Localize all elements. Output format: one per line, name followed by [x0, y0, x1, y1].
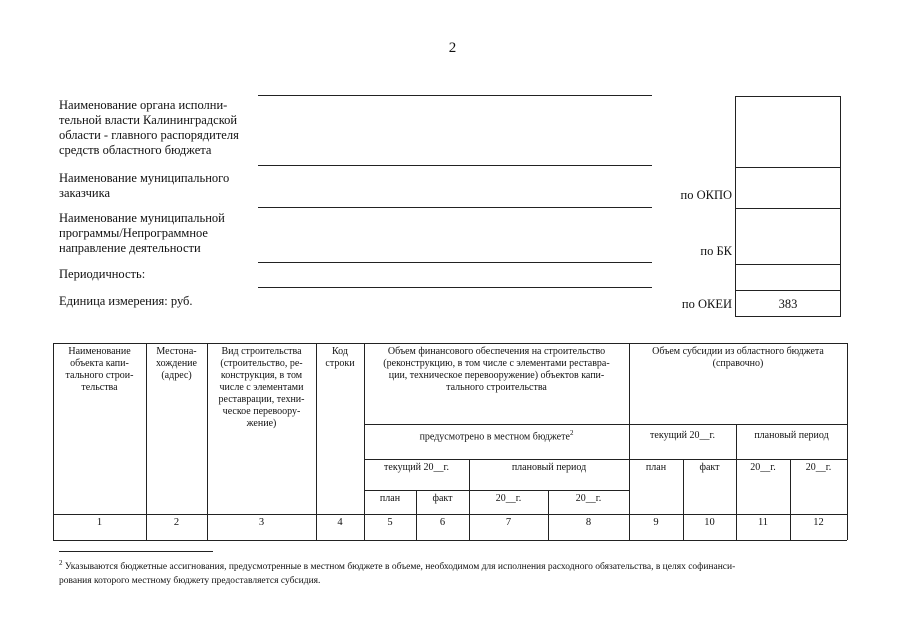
- table-line: [364, 424, 847, 425]
- column-number: 1: [96, 517, 103, 528]
- column-number: 5: [387, 517, 393, 528]
- column-number: 6: [439, 517, 446, 528]
- unit-label: Единица измерения: руб.: [59, 294, 193, 308]
- header-planned-period: плановый период: [511, 462, 587, 473]
- bk-value-cell[interactable]: [735, 211, 841, 263]
- table-line: [364, 490, 629, 491]
- header-construction-type: Вид строительства (строительство, ре- конструкция, в том числе с элементами реставрации, техни- ческое перевоору- жение): [218, 346, 305, 429]
- header-current-year: текущий 20__г.: [384, 462, 449, 473]
- header-subsidy: Объем субсидии из областного бюджета (справочно): [652, 346, 824, 369]
- customer-fill-line[interactable]: [258, 207, 652, 208]
- customer-label: Наименование муниципального заказчика: [59, 171, 230, 200]
- header-local-budget: предусмотрено в местном бюджете$^2$: [419, 429, 574, 443]
- header-subsidy-planned-period: плановый период: [754, 430, 829, 441]
- column-number: 4: [337, 517, 343, 528]
- codes-divider: [735, 264, 841, 265]
- header-subsidy-fact: факт: [699, 462, 720, 473]
- table-line: [316, 343, 317, 540]
- header-location: Местона- хождение (адрес): [156, 346, 197, 381]
- header-row-code: Код строки: [325, 346, 355, 369]
- page-number: 2: [448, 40, 457, 56]
- table-line: [364, 459, 847, 460]
- program-fill-line[interactable]: [258, 262, 652, 263]
- header-subsidy-plan: план: [645, 462, 667, 473]
- table-border: [53, 343, 847, 344]
- table-border: [53, 540, 847, 541]
- footnote-marker: 2: [59, 559, 63, 567]
- bk-label: по БК: [700, 244, 732, 258]
- header-financing: Объем финансового обеспечения на строительство (реконструкцию, в том числе с элементами реставра- ции, техническое перевооружение) объектов капи- тального строительства: [383, 346, 610, 393]
- column-number: 11: [757, 517, 769, 528]
- codes-divider: [735, 167, 841, 168]
- header-object-name: Наименование объекта капи- тального строи- тельства: [65, 346, 134, 393]
- header-year-a: 20__г.: [495, 493, 522, 504]
- okpo-value-cell[interactable]: [735, 170, 841, 207]
- table-line: [53, 514, 847, 515]
- organ-fill-line-bottom[interactable]: [258, 165, 652, 166]
- footnote-text: Указываются бюджетные ассигнования, предусмотренные в местном бюджете в объеме, необходимом для исполнения расходного обязательства, в целях софинанси- рования которого местному бюджету предоставляется субсидия.: [59, 562, 736, 587]
- header-fact: факт: [432, 493, 453, 504]
- organ-fill-line[interactable]: [258, 95, 652, 96]
- okei-label: по ОКЕИ: [681, 297, 732, 311]
- header-subsidy-year-a: 20__г.: [750, 462, 776, 473]
- program-label: Наименование муниципальной программы/Непрограммное направление деятельности: [59, 211, 225, 255]
- periodicity-fill-line[interactable]: [258, 287, 652, 288]
- header-subsidy-year-b: 20__г.: [805, 462, 832, 473]
- codes-divider: [735, 208, 841, 209]
- column-number: 7: [505, 517, 512, 528]
- header-plan: план: [379, 493, 401, 504]
- footnote-separator: [59, 551, 213, 552]
- codes-divider: [735, 290, 841, 291]
- header-year-b: 20__г.: [575, 493, 602, 504]
- column-number: 10: [704, 517, 715, 528]
- table-border: [847, 343, 848, 540]
- organ-label: Наименование органа исполни- тельной власти Калининградской области - главного распорядителя средств областного бюджета: [59, 98, 239, 157]
- column-number: 2: [173, 517, 180, 528]
- column-number: 8: [585, 517, 592, 528]
- okpo-label: по ОКПО: [680, 188, 732, 202]
- column-number: 3: [258, 517, 265, 528]
- okei-value: 383: [778, 297, 798, 311]
- header-subsidy-current-year: текущий 20__г.: [650, 430, 715, 441]
- column-number: 9: [653, 517, 659, 528]
- periodicity-label: Периодичность:: [59, 267, 146, 281]
- column-number: 12: [813, 517, 824, 528]
- footnote: [59, 556, 849, 588]
